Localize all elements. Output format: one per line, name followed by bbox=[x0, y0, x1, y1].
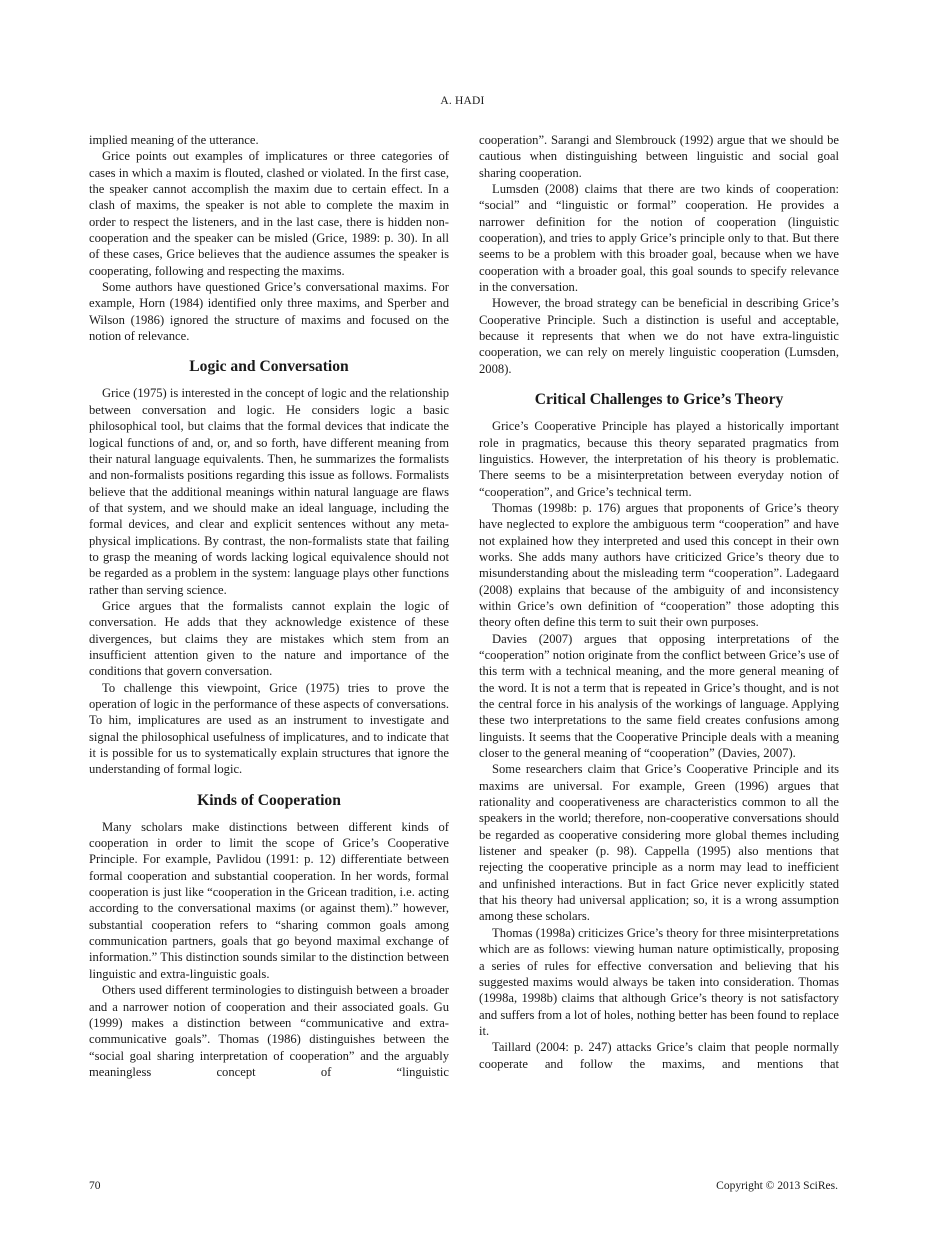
section-heading-kinds-of-cooperation: Kinds of Cooperation bbox=[197, 791, 341, 809]
paragraph: Grice (1975) is interested in the concept of logic and the relationship between conversation and logic. He considers logic a basic philosophical tool, but claims that the formal devices that indicate the logical functions of and, or, and so forth, have different meaning from their natural language equivalents. Then, he summarizes the formalists and non-formalists positions regarding this issue as follows. Formalists believe that the additional meanings within natural language are flaws of that system, and we should make an ideal language, including the formal devices, and clear and explicit sentences without any metaphysical implications. By contrast, the non-formalists state that failing to grasp the meaning of words lacking logical equivalence should not be regarded as a problem in the system: language plays other functions rather than serving science. bbox=[89, 386, 449, 597]
paragraph: Thomas (1998b: p. 176) argues that proponents of Grice’s theory have neglected to explore the ambiguous term “cooperation” and have not explained how they interpreted and used this concept in their own works. She adds many authors have criticized Grice’s theory due to misunderstanding about the misleading term “cooperation”. Ladegaard (2008) explains that because of the ambiguity of and inconsistency within Grice’s own definition of “cooperation” those adopting this theory often define this term to suit their own purposes. bbox=[479, 500, 839, 630]
paragraph: To challenge this viewpoint, Grice (1975) tries to prove the operation of logic in the performance of these aspects of conversations. To him, implicatures are used as an instrument to investigate and signal the philosophical usefulness of implicatures, and to indicate that it is possible for us to systematically explain structures that ignore the understanding of formal logic. bbox=[89, 680, 449, 777]
paragraph: Many scholars make distinctions between different kinds of cooperation in order to limit the scope of Grice’s Cooperative Principle. For example, Pavlidou (1991: p. 12) differentiate between formal cooperation and substantial cooperation. In her words, formal cooperation is just like “cooperation in the Gricean tradition, i.e. acting according to the conversational maxims (or against them).” however, substantial cooperation refers to “sharing common goals among communication partners, goals that go beyond maximal exchange of information.” This distinction sounds similar to the distinction between linguistic and extra-linguistic goals. bbox=[89, 819, 449, 981]
left-column bbox=[89, 132, 449, 1080]
paragraph: Some authors have questioned Grice’s conversational maxims. For example, Horn (1984) identified only three maxims, and Sperber and Wilson (1986) ignored the structure of maxims and focused on the notion of relevance. bbox=[89, 280, 449, 344]
paragraph: Davies (2007) argues that opposing interpretations of the “cooperation” notion originate from the conflict between Grice’s use of this term with a technical meaning, and the more general meaning of the word. It is not a term that is repeated in Grice’s thought, and is not the central force in his analysis of the workings of language. Applying these two interpretations to the same field creates confusions among linguists. It seems that the Cooperative Principle deals with a meaning closer to the general meaning of “cooperation” (Davies, 2007). bbox=[479, 631, 839, 761]
paragraph: Grice points out examples of implicatures or three categories of cases in which a maxim is flouted, clashed or violated. In the first case, the speaker cannot accomplish the maxim due to certain effect. In a clash of maxims, the speaker is not able to complete the maxim in order to respect the listeners, and in the last case, there is hidden non-cooperation and the speaker can be misled (Grice, 1989: p. 30). In all of these cases, Grice believes that the audience assumes the speaker is cooperating, following and respecting the maxims. bbox=[89, 149, 449, 278]
paragraph: Thomas (1998a) criticizes Grice’s theory for three misinterpretations which are as follows: viewing human nature optimistically, proposing a series of rules for effective conversation and believing that his suggested maxims would always be taken into consideration. Thomas (1998a, 1998b) claims that although Grice’s theory is not satisfactory and suffers from a lot of holes, nothing better has been found to replace it. bbox=[479, 925, 839, 1038]
paragraph: Lumsden (2008) claims that there are two kinds of cooperation: “social” and “linguistic or formal” cooperation. He provides a narrower definition for the notion of cooperation (linguistic cooperation), and tries to apply Grice’s principle only to that. But there seems to be a problem with this broader goal, because when we have cooperation with a broader goal, this goal sounds to specify relevance in the conversation. bbox=[479, 182, 839, 295]
right-column bbox=[479, 132, 839, 1072]
paragraph: Grice argues that the formalists cannot explain the logic of conversation. He adds that they acknowledge existence of these divergences, but claims they are mistakes which stem from an insufficient attention given to the nature and importance of the conditions that govern conversation. bbox=[89, 598, 449, 679]
paragraph: Some researchers claim that Grice’s Cooperative Principle and its maxims are universal. For example, Green (1996) argues that rationality and cooperativeness are characteristics common to all the speakers in the world; therefore, non-cooperative conversations should be regarded as cooperative considering more global themes including listener and speaker (p. 98). Cappella (1995) also mentions that rejecting the cooperative principle as a norm may lead to inefficient and unfinished interactions. But in fact Grice never explicitly stated that his theory had universal application; so, it is a wrong assumption among these scholars. bbox=[479, 762, 839, 924]
paragraph: Others used different terminologies to distinguish between a broader and a narrower notion of cooperation and their associated goals. Gu (1999) makes a distinction between “communicative and extra-communicative goals”. Thomas (1986) distinguishes between the “social goal sharing interpretation of cooperation” and the arguably meaningless concept of “linguistic bbox=[89, 983, 449, 1079]
paragraph: Grice’s Cooperative Principle has played a historically important role in pragmatics, because this theory separated pragmatics from linguistics. However, the interpretation of his theory is problematic. There seems to be a misinterpretation between everyday notion of “cooperation”, and Grice’s technical term. bbox=[479, 419, 839, 499]
section-heading-critical-challenges: Critical Challenges to Grice’s Theory bbox=[534, 391, 784, 409]
paragraph: cooperation”. Sarangi and Slembrouck (1992) argue that we should be cautious when distinguishing between linguistic and social goal sharing cooperation. bbox=[479, 133, 839, 180]
running-head: A. HADI bbox=[440, 95, 485, 107]
paragraph: implied meaning of the utterance. bbox=[89, 133, 259, 147]
paragraph: Taillard (2004: p. 247) attacks Grice’s claim that people normally cooperate and follow the maxims, and mentions that bbox=[479, 1040, 839, 1071]
page-number: 70 bbox=[89, 1180, 101, 1192]
section-heading-logic-and-conversation: Logic and Conversation bbox=[189, 358, 349, 376]
paragraph: However, the broad strategy can be beneficial in describing Grice’s Cooperative Principle. Such a distinction is useful and acceptable, because it represents that when we do not have extra-linguistic cooperation, we can rely on merely linguistic cooperation (Lumsden, 2008). bbox=[479, 296, 839, 376]
copyright-notice: Copyright © 2013 SciRes. bbox=[716, 1180, 838, 1192]
